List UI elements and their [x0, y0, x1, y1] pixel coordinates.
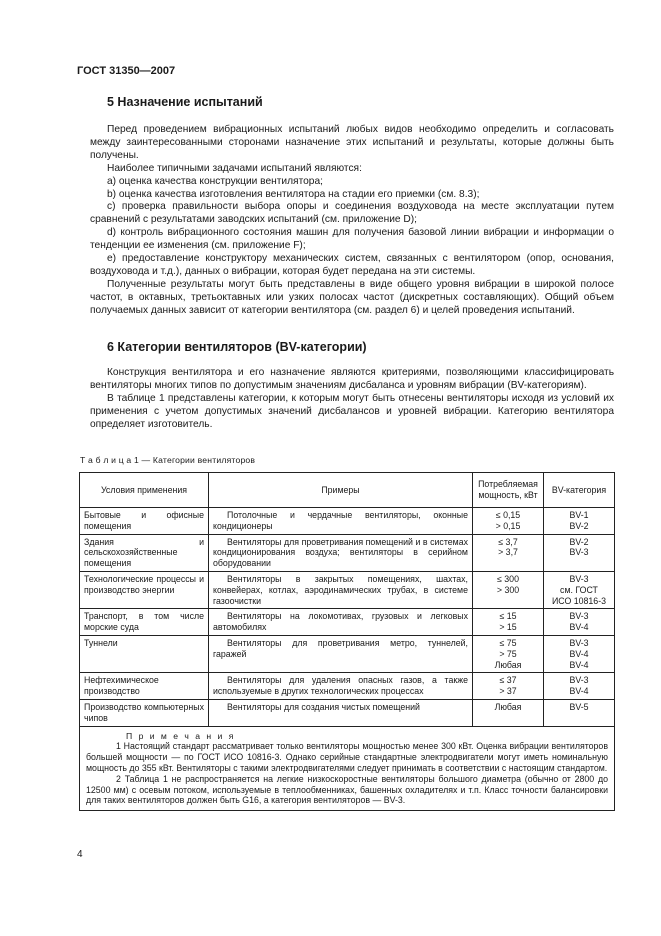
cell-category: BV-5: [544, 699, 615, 726]
table-notes-row: [80, 726, 615, 811]
cell-examples-text: Вентиляторы в закрытых помещениях, шахтах, конвейерах, котлах, аэродинамических трубах, в системе газоочистки: [213, 573, 468, 606]
cell-power: ≤ 3,7 > 3,7: [473, 534, 544, 571]
paragraph: Полученные результаты могут быть представлены в виде общего уровня вибрации в широкой полосе частот, в октавных, третьоктавных или узких полосах частот (дискретных составляющих). Общий объем получаемых данных зависит от категории вентилятора (см. раздел 6) и целей проведения испытаний.: [90, 278, 614, 316]
cell-conditions: Туннели: [80, 635, 209, 672]
cell-examples: [209, 699, 473, 726]
cell-examples-text: Вентиляторы для проветривания помещений и в системах кондиционирования воздуха; вентиляторы в серийном оборудовании: [213, 536, 468, 569]
cell-conditions: Нефтехимическое производство: [80, 673, 209, 700]
cell-examples: [209, 609, 473, 636]
cell-examples-text: Вентиляторы для удаления опасных газов, а также используемые в других технологических процессах: [213, 675, 468, 697]
cell-examples-text: Вентиляторы для проветривания метро, туннелей, гаражей: [213, 637, 468, 659]
cell-power: ≤ 0,15 > 0,15: [473, 508, 544, 535]
cell-power: Любая: [473, 699, 544, 726]
table-row: [80, 673, 615, 700]
cell-examples-text: Вентиляторы для создания чистых помещений: [227, 701, 420, 712]
page-number: 4: [77, 849, 83, 860]
table-row: [80, 534, 615, 571]
section-6-title: 6 Категории вентиляторов (BV-категории): [107, 340, 367, 354]
cell-conditions: Здания и сельскохозяйственные помещения: [80, 534, 209, 571]
cell-examples: [209, 534, 473, 571]
cell-category: BV-2 BV-3: [544, 534, 615, 571]
cell-category: BV-3 BV-4: [544, 673, 615, 700]
cell-category: BV-3 см. ГОСТ ИСО 10816-3: [544, 571, 615, 608]
column-header: Примеры: [209, 473, 473, 508]
list-item: b) оценка качества изготовления вентилятора на стадии его приемки (см. 8.3);: [107, 188, 480, 200]
column-header: BV-категория: [544, 473, 615, 508]
cell-category: BV-3 BV-4 BV-4: [544, 635, 615, 672]
section-6-body: [90, 367, 614, 432]
document-header: ГОСТ 31350—2007: [77, 65, 176, 77]
list-item: a) оценка качества конструкции вентилятора;: [107, 175, 323, 187]
column-header: Условия применения: [80, 473, 209, 508]
table-row: [80, 635, 615, 672]
cell-conditions: Технологические процессы и производство энергии: [80, 571, 209, 608]
table-notes: [80, 726, 615, 811]
cell-examples-text: Вентиляторы на локомотивах, грузовых и легковых автомобилях: [213, 611, 468, 633]
cell-examples-text: Потолочные и чердачные вентиляторы, оконные кондиционеры: [213, 510, 468, 531]
cell-examples: [209, 508, 473, 535]
cell-power: ≤ 37 > 37: [473, 673, 544, 700]
table-note: 1 Настоящий стандарт рассматривает только вентиляторы мощностью менее 300 кВт. Оценка вибрации вентиляторов большей мощности — по ГОСТ ИСО 10816-3. Однако серийные стандартные электродвигатели могут иметь номинальную мощность до 355 кВт. Вентиляторы с такими электродвигателями следует принимать в соответствии с настоящим стандартом.: [86, 741, 608, 773]
table-row: [80, 571, 615, 608]
cell-power: ≤ 75 > 75 Любая: [473, 635, 544, 672]
section-5-title: 5 Назначение испытаний: [107, 95, 263, 109]
cell-category: BV-3 BV-4: [544, 609, 615, 636]
paragraph: Конструкция вентилятора и его назначение являются критериями, позволяющими классифицировать вентиляторы многих типов по допустимым значениям дисбаланса и уровням вибрации (BV-категориям).: [90, 367, 614, 391]
cell-conditions: Транспорт, в том числе морские суда: [80, 609, 209, 636]
section-5-body: [90, 124, 614, 318]
cell-examples: [209, 571, 473, 608]
cell-conditions: Бытовые и офисные помещения: [80, 508, 209, 535]
paragraph: В таблице 1 представлены категории, к которым могут быть отнесены вентиляторы исходя из условий их применения с учетом допустимых значений дисбалансов и уровней вибрации. Категорию вентилятора определяет изготовитель.: [90, 392, 614, 430]
table-row: [80, 508, 615, 535]
table-header-row: [80, 473, 615, 508]
cell-conditions: Производство компьютерных чипов: [80, 699, 209, 726]
cell-power: ≤ 300 > 300: [473, 571, 544, 608]
list-item: d) контроль вибрационного состояния машин для получения базовой линии вибрации и информации о тенденции ее изменения (см. приложение F);: [90, 227, 614, 252]
cell-examples: [209, 635, 473, 672]
cell-category: BV-1 BV-2: [544, 508, 615, 535]
list-item: c) проверка правильности выбора опоры и соединения воздуховода на месте эксплуатации путем сравнений с результатами заводских испытаний (см. приложение D);: [90, 201, 614, 226]
column-header: Потребляемая мощность, кВт: [473, 473, 544, 508]
paragraph: Наиболее типичными задачами испытаний являются:: [107, 162, 362, 174]
table-note: 2 Таблица 1 не распространяется на легкие низкоскоростные вентиляторы большого диаметра (обычно от 2800 до 12500 мм) с осевым потоком, используемые в теплообменниках, башенных охладителях и т.п. Класс точности балансировки для таких вентиляторов должен быть G16, а категория вентиляторов — BV-3.: [86, 773, 608, 806]
fan-categories-table: [79, 472, 615, 811]
cell-power: ≤ 15 > 15: [473, 609, 544, 636]
table-row: [80, 609, 615, 636]
list-item: e) предоставление конструктору механических систем, связанных с вентилятором (опор, основания, воздуховода и т.д.), данных о вибрации, которая будет передана на эти системы.: [90, 253, 614, 277]
cell-examples: [209, 673, 473, 700]
paragraph: Перед проведением вибрационных испытаний любых видов необходимо определить и согласовать между заинтересованными сторонами назначение этих испытаний и результаты, которые должны быть получены.: [90, 124, 614, 161]
notes-title: П р и м е ч а н и я: [126, 730, 236, 741]
table-row: [80, 699, 615, 726]
table-caption: Т а б л и ц а 1 — Категории вентиляторов: [80, 455, 256, 465]
